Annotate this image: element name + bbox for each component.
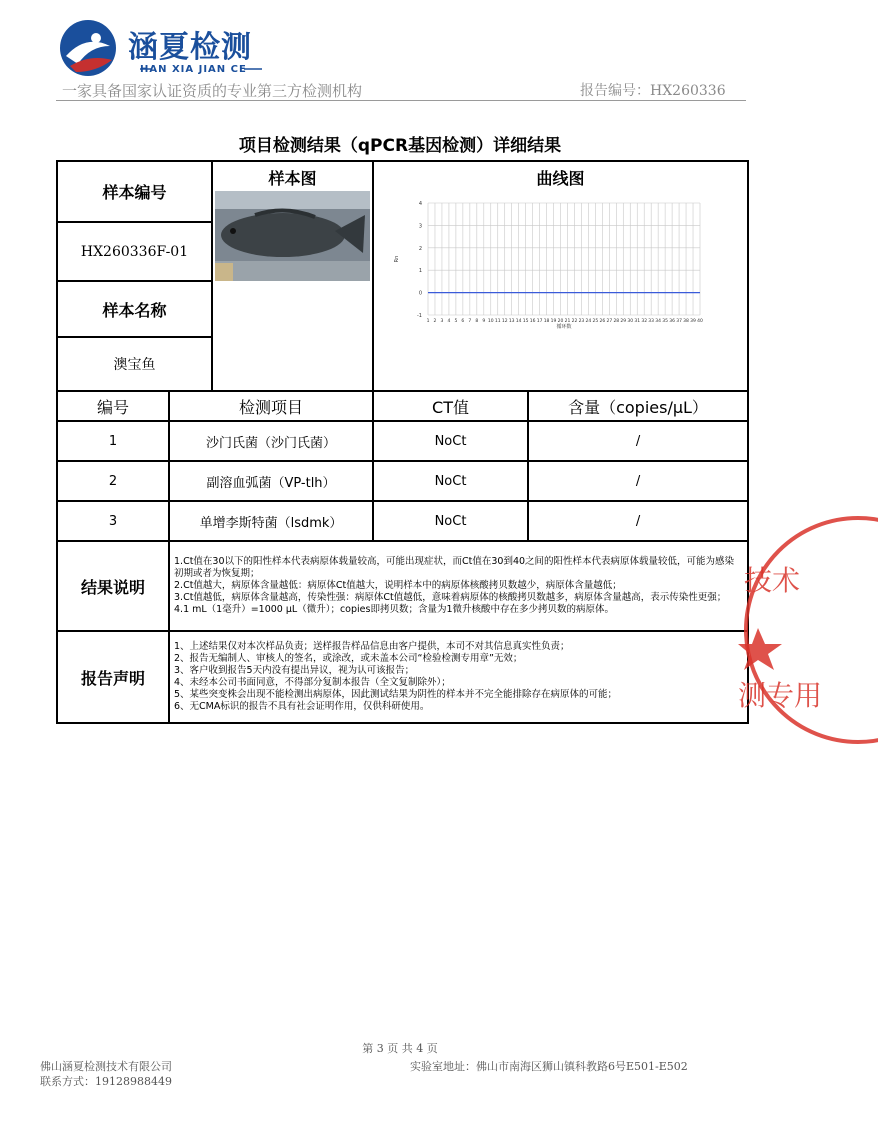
y-tick-label: -1 [416, 313, 422, 319]
explain-line: 2.Ct值越大，病原体含量越低：病原体Ct值越大，说明样本中的病原体核酸拷贝数越少，病原体含量越低； [174, 580, 622, 591]
x-tick-label: 2 [433, 319, 436, 324]
sample-image-blank [212, 281, 373, 391]
statement-line: 2、报告无编制人、审核人的签名，或涂改，或未盖本公司“检验检测专用章”无效； [174, 653, 523, 664]
x-tick-label: 25 [592, 319, 598, 324]
sample-no-value: HX260336F-01 [57, 222, 212, 281]
stamp-text-bottom: 测专用 [738, 679, 823, 712]
x-tick-label: 23 [578, 319, 584, 324]
report-number: 报告编号：HX260336 [580, 83, 726, 99]
x-tick-label: 16 [529, 319, 535, 324]
stamp-text-top: 技术 [744, 564, 801, 597]
statement-line: 4、未经本公司书面同意，不得部分复制本报告（全文复制除外）； [174, 677, 451, 688]
col-header-no: 编号 [57, 391, 169, 421]
sample-image-label: 样本图 [268, 169, 317, 188]
x-tick-label: 4 [447, 319, 450, 324]
sample-name-label: 样本名称 [57, 281, 212, 337]
x-tick-label: 28 [612, 319, 619, 324]
x-tick-label: 12 [501, 319, 508, 324]
table-row [57, 461, 748, 501]
curve-cell [373, 161, 748, 391]
x-tick-label: 13 [508, 319, 515, 324]
sample-no-label: 样本编号 [57, 161, 212, 222]
col-header-amount: 含量（copies/μL） [528, 391, 748, 421]
row-amount: / [528, 421, 748, 461]
row-amount: / [528, 461, 748, 501]
x-tick-label: 9 [481, 319, 485, 324]
sample-name-value: 澳宝鱼 [57, 337, 212, 391]
x-tick-label: 27 [605, 319, 612, 324]
x-tick-label: 19 [550, 319, 556, 324]
footer-contact: 联系方式：19128988449 [40, 1075, 172, 1088]
x-tick-label: 32 [640, 319, 647, 324]
result-table [56, 160, 749, 724]
x-axis-label: 循环数 [556, 324, 572, 330]
x-tick-label: 26 [599, 319, 605, 324]
y-tick-label: 1 [418, 268, 422, 275]
amplification-curve-chart [376, 191, 746, 351]
statement-line: 3、客户收到报告5天内没有提出异议，视为认可该报告； [174, 665, 415, 676]
x-tick-label: 31 [633, 319, 640, 324]
y-tick-label: 0 [418, 290, 422, 297]
x-tick-label: 1 [426, 319, 429, 324]
x-tick-label: 39 [689, 319, 696, 324]
x-tick-label: 20 [557, 319, 563, 324]
curve-label: 曲线图 [536, 169, 585, 188]
explain-line: 1.Ct值在30以下的阳性样本代表病原体载量较高，可能出现症状，而Ct值在30到40之间的阳性样本代表病原体载量较低，可能为感染初期或者为恢复期； [174, 556, 735, 579]
statement-notes [169, 631, 748, 723]
statement-line: 5、某些突变株会出现不能检测出病原体，因此测试结果为阴性的样本并不完全能排除存在病原体的可能； [174, 689, 618, 700]
fish-photo [215, 191, 370, 281]
x-tick-label: 3 [440, 319, 443, 324]
x-tick-label: 24 [585, 319, 591, 324]
page-number: 第 3 页 共 4 页 [362, 1042, 438, 1055]
x-tick-label: 34 [654, 319, 661, 324]
statement-label: 报告声明 [57, 631, 169, 723]
x-tick-label: 10 [487, 319, 494, 324]
statement-line: 1、上述结果仅对本次样品负责；送样报告样品信息由客户提供，本司不对其信息真实性负责； [174, 641, 570, 652]
row-no: 3 [57, 501, 169, 541]
row-no: 1 [57, 421, 169, 461]
x-tick-label: 35 [661, 319, 668, 324]
col-header-ct: CT值 [373, 391, 528, 421]
y-tick-label: 3 [418, 223, 422, 230]
x-tick-label: 33 [647, 319, 654, 324]
tagline: 一家具备国家认证资质的专业第三方检测机构 [62, 82, 363, 100]
y-tick-label: 4 [418, 201, 422, 207]
row-item: 副溶血弧菌（VP-tlh） [169, 461, 373, 501]
explain-label: 结果说明 [57, 541, 169, 631]
x-tick-label: 17 [536, 319, 542, 324]
x-tick-label: 21 [564, 319, 570, 324]
table-row [57, 421, 748, 461]
row-no: 2 [57, 461, 169, 501]
row-item: 沙门氏菌（沙门氏菌） [169, 421, 373, 461]
y-tick-label: 2 [418, 245, 422, 252]
x-tick-label: 11 [494, 319, 501, 324]
explain-notes [169, 541, 748, 631]
x-tick-label: 15 [522, 319, 529, 324]
page-title: 项目检测结果（qPCR基因检测）详细结果 [238, 136, 562, 156]
explain-line: 4.1 mL（1毫升）=1000 μL（微升）；copies即拷贝数；含量为1微升核酸中存在多少拷贝数的病原体。 [174, 604, 615, 615]
logo-text: 涵夏检测 [128, 30, 252, 65]
footer-company: 佛山涵夏检测技术有限公司 [40, 1060, 172, 1073]
x-tick-label: 30 [626, 319, 633, 324]
x-tick-label: 36 [668, 319, 675, 324]
header-divider [56, 100, 746, 101]
row-ct: NoCt [373, 501, 528, 541]
row-amount: / [528, 501, 748, 541]
x-tick-label: 5 [453, 319, 457, 324]
x-tick-label: 40 [696, 319, 703, 324]
sample-image-cell [212, 161, 373, 281]
footer-address: 实验室地址：佛山市南海区狮山镇科教路6号E501-E502 [410, 1060, 688, 1073]
x-tick-label: 6 [460, 319, 464, 324]
x-tick-label: 37 [675, 319, 682, 324]
row-item: 单增李斯特菌（lsdmk） [169, 501, 373, 541]
official-seal-stamp [738, 510, 878, 750]
x-tick-label: 29 [619, 319, 626, 324]
logo-subtitle: HAN XIA JIAN CE [140, 64, 247, 75]
y-axis-label: Rn [393, 255, 400, 263]
row-ct: NoCt [373, 421, 528, 461]
statement-line: 6、无CMA标识的报告不具有社会证明作用，仅供科研使用。 [174, 701, 430, 712]
explain-line: 3.Ct值越低，病原体含量越高，传染性强：病原体Ct值越低，意味着病原体的核酸拷贝数越多，病原体含量越高，表示传染性更强； [174, 592, 727, 603]
x-tick-label: 38 [682, 319, 689, 324]
x-tick-label: 8 [474, 319, 478, 324]
x-tick-label: 22 [571, 319, 577, 324]
table-row [57, 501, 748, 541]
x-tick-label: 14 [515, 319, 522, 324]
x-tick-label: 18 [543, 319, 549, 324]
row-ct: NoCt [373, 461, 528, 501]
x-tick-label: 7 [467, 319, 471, 324]
col-header-item: 检测项目 [169, 391, 373, 421]
